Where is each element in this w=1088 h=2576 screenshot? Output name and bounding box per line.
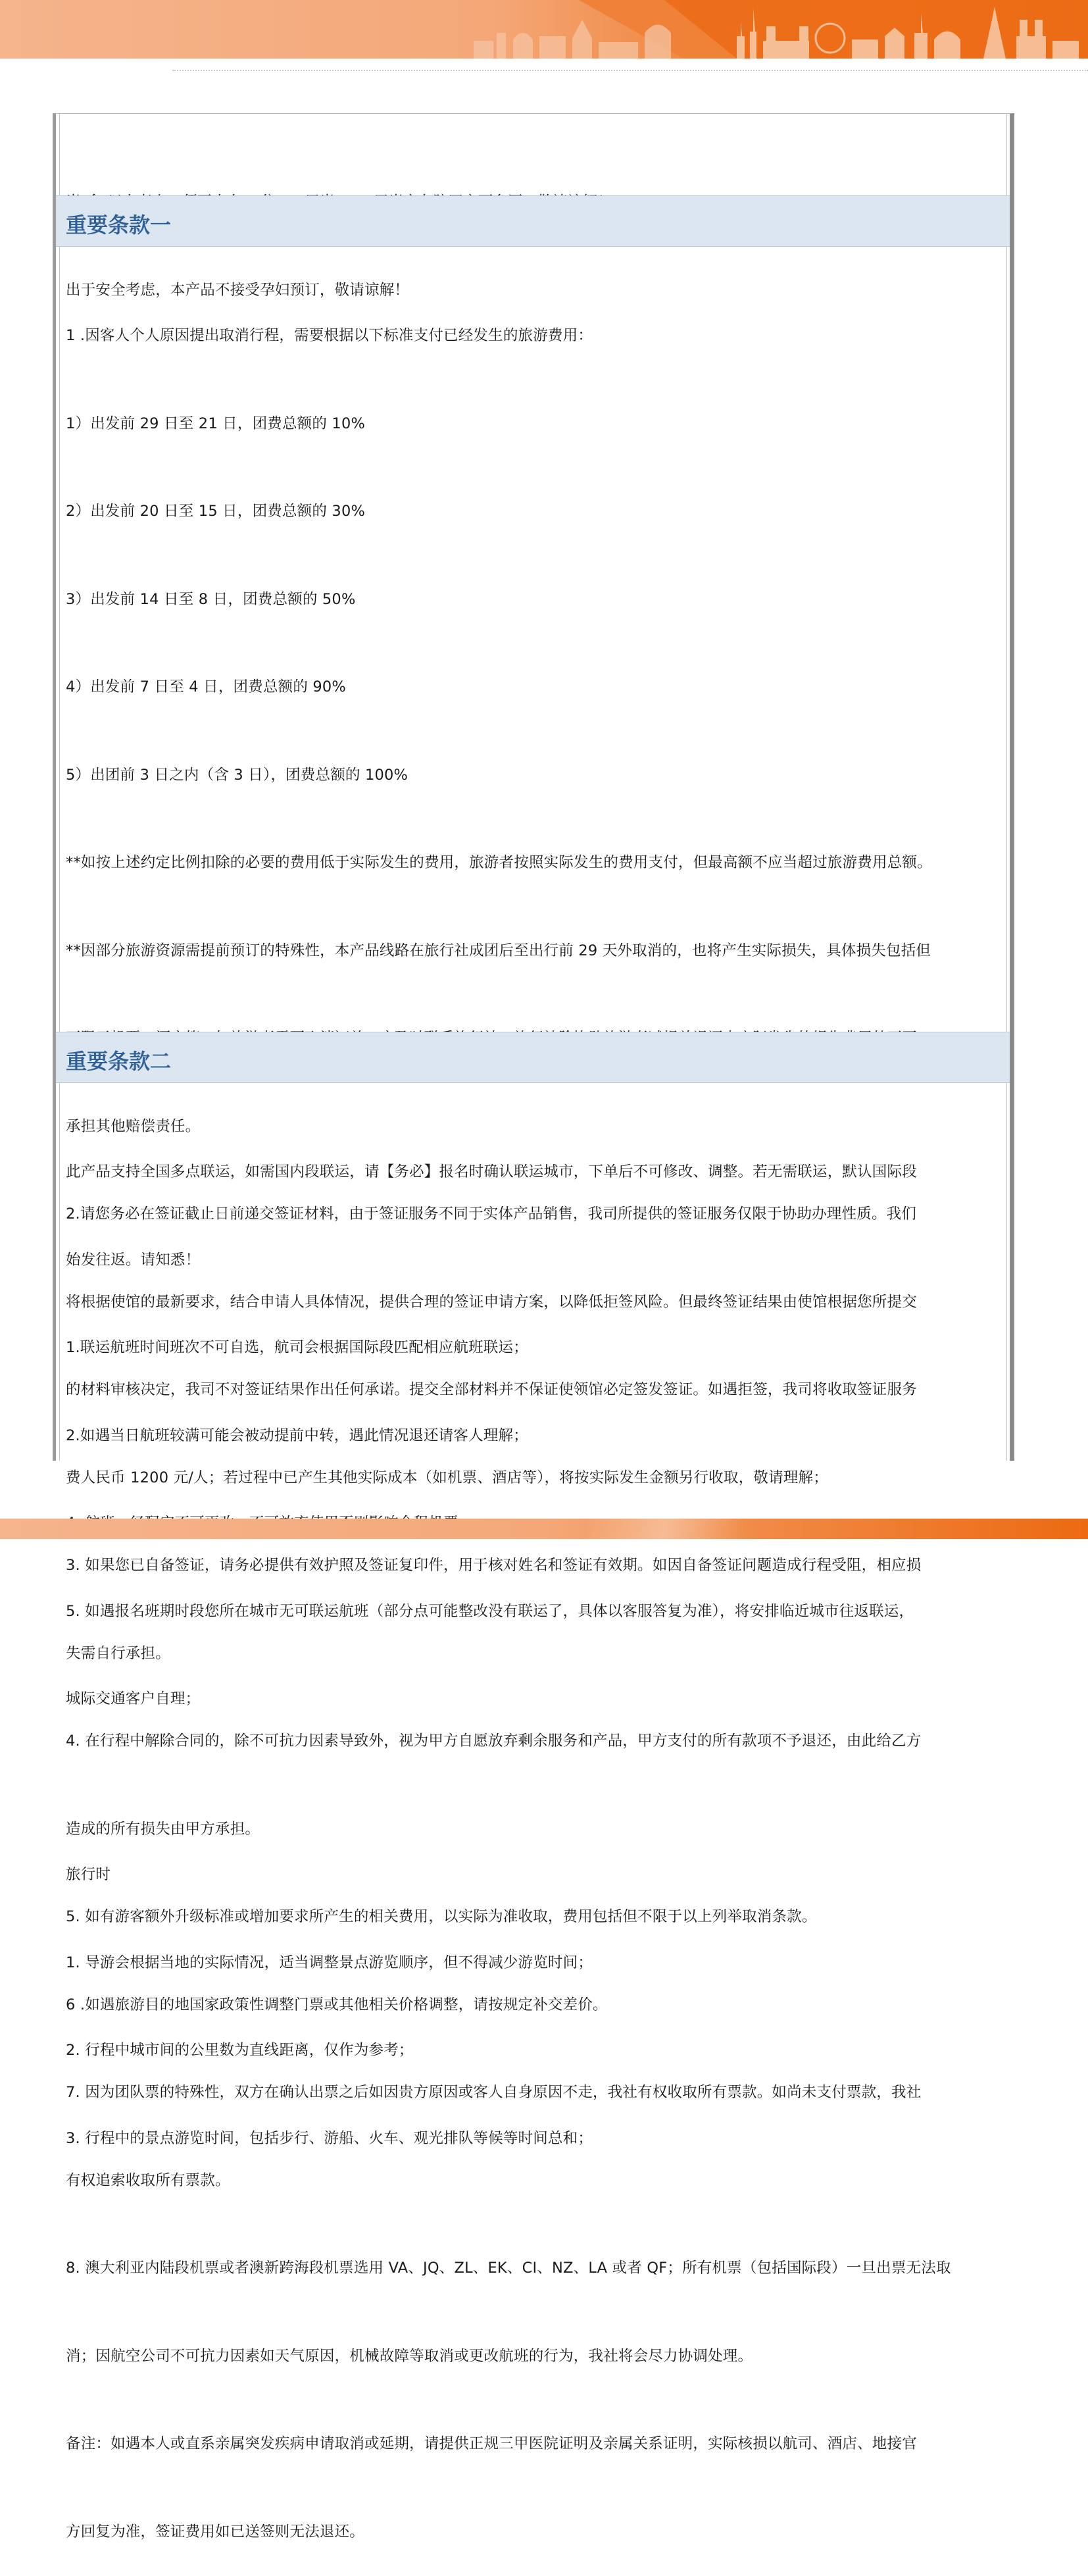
intro-line: 出于安全考虑，本产品不接受孕妇预订，敬请谅解！ <box>66 281 410 299</box>
frame-inner-line-left <box>59 113 60 1461</box>
footer-stripe <box>585 1519 743 1539</box>
clause-line: 7. 因为团队票的特殊性，双方在确认出票之后如因贵方原因或客人自身原因不走，我社有权收取所有票款。如尚未支付票款，我社 <box>66 2084 922 2101</box>
clause-line: 消；因航空公司不可抗力因素如天气原因，机械故障等取消或更改航班的行为，我社将会尽力协调处理。 <box>66 2347 753 2365</box>
section-2-body <box>66 1099 1006 2183</box>
clause-line: 3. 如果您已自备签证，请务必提供有效护照及签证复印件，用于核对姓名和签证有效期。如因自备签证问题造成行程受阻，相应损 <box>66 1557 922 1574</box>
clause-line: 2.如遇当日航班较满可能会被动提前中转，遇此情况退还请客人理解； <box>66 1427 528 1444</box>
clause-line: 1 .因客人个人原因提出取消行程，需要根据以下标准支付已经发生的旅游费用： <box>66 327 593 344</box>
clause-line: 失需自行承担。 <box>66 1644 170 1662</box>
clause-line: 的材料审核决定，我司不对签证结果作出任何承诺。提交全部材料并不保证使领馆必定签发签证。如遇拒签，我司将收取签证服务 <box>66 1381 917 1398</box>
frame-inner-line-right <box>1006 113 1007 1461</box>
clause-line: 此产品支持全国多点联运，如需国内段联运，请【务必】报名时确认联运城市，下单后不可修改、调整。若无需联运，默认国际段 <box>66 1163 917 1180</box>
clause-line: 有权追索收取所有票款。 <box>66 2171 230 2189</box>
clause-line: 方回复为准，签证费用如已送签则无法退还。 <box>66 2523 365 2540</box>
clause-line: 6 .如遇旅游目的地国家政策性调整门票或其他相关价格调整，请按规定补交差价。 <box>66 1996 608 2013</box>
header-banner <box>0 0 1088 59</box>
clause-line: 2）出发前 20 日至 15 日，团费总额的 30% <box>66 503 366 520</box>
clause-line: 费人民币 1200 元/人；若过程中已产生其他实际成本（如机票、酒店等），将按实际发生金额另行收取，敬请理解； <box>66 1469 828 1486</box>
subheading-line: 旅行时 <box>66 1866 111 1883</box>
clause-line: 备注：如遇本人或直系亲属突发疾病申请取消或延期，请提供正规三甲医院证明及亲属关系证明，实际核损以航司、酒店、地接官 <box>66 2435 917 2452</box>
clause-line: 1. 导游会根据当地的实际情况，适当调整景点游览顺序，但不得减少游览时间； <box>66 1954 593 1971</box>
clause-line: 5. 如遇报名班期时段您所在城市无可联运航班（部分点可能整改没有联运了，具体以客服答复为准），将安排临近城市往返联运， <box>66 1602 914 1620</box>
clause-line: 3. 行程中的景点游览时间，包括步行、游船、火车、观光排队等候等时间总和； <box>66 2129 593 2147</box>
section-header-1 <box>56 195 1010 247</box>
clause-line: **因部分旅游资源需提前预订的特殊性，本产品线路在旅行社成团后至出行前 29 天外取消的，也将产生实际损失，具体损失包括但 <box>66 942 931 959</box>
blank-line <box>66 1773 1006 1802</box>
section-title: 重要条款一 <box>66 213 172 238</box>
clause-line: 4）出发前 7 日至 4 日，团费总额的 90% <box>66 678 347 695</box>
city-skyline-illustration <box>0 0 1088 59</box>
section-title: 重要条款二 <box>66 1049 172 1074</box>
clause-line: 1.联运航班时间班次不可自选，航司会根据国际段匹配相应航班联运； <box>66 1339 528 1356</box>
clause-line: 造成的所有损失由甲方承担。 <box>66 1820 260 1838</box>
clause-line: 8. 澳大利亚内陆段机票或者澳新跨海段机票选用 VA、JQ、ZL、EK、CI、NZ、LA 或者 QF；所有机票（包括国际段）一旦出票无法取 <box>66 2260 951 2277</box>
clause-line: 承担其他赔偿责任。 <box>66 1117 201 1135</box>
clause-line: **如按上述约定比例扣除的必要的费用低于实际发生的费用，旅游者按照实际发生的费用支付，但最高额不应当超过旅游费用总额。 <box>66 854 932 871</box>
clause-line: 4. 在行程中解除合同的，除不可抗力因素导致外，视为甲方自愿放弃剩余服务和产品，甲方支付的所有款项不予退还，由此给乙方 <box>66 1732 922 1750</box>
clause-line: 始发往返。请知悉！ <box>66 1251 201 1269</box>
clause-line: 5. 如有游客额外升级标准或增加要求所产生的相关费用，以实际为准收取，费用包括但不限于以上列举取消条款。 <box>66 1908 817 1925</box>
clause-line: 将根据使馆的最新要求，结合申请人具体情况，提供合理的签证申请方案，以降低拒签风险。但最终签证结果由使馆根据您所提交 <box>66 1293 917 1311</box>
footer-banner <box>0 1519 1088 1539</box>
clause-line: 城际交通客户自理； <box>66 1690 201 1707</box>
clause-line: 2.请您务必在签证截止日前递交签证材料，由于签证服务不同于实体产品销售，我司所提供的签证服务仅限于协助办理性质。我们 <box>66 1205 917 1223</box>
clause-line: 5）出团前 3 日之内（含 3 日），团费总额的 100% <box>66 766 408 784</box>
section-header-2 <box>56 1032 1010 1083</box>
clause-line: 3）出发前 14 日至 8 日，团费总额的 50% <box>66 590 356 608</box>
header-divider <box>172 70 1088 71</box>
clause-line: 1）出发前 29 日至 21 日，团费总额的 10% <box>66 415 366 432</box>
clause-line: 2. 行程中城市间的公里数为直线距离，仅作为参考； <box>66 2042 414 2059</box>
